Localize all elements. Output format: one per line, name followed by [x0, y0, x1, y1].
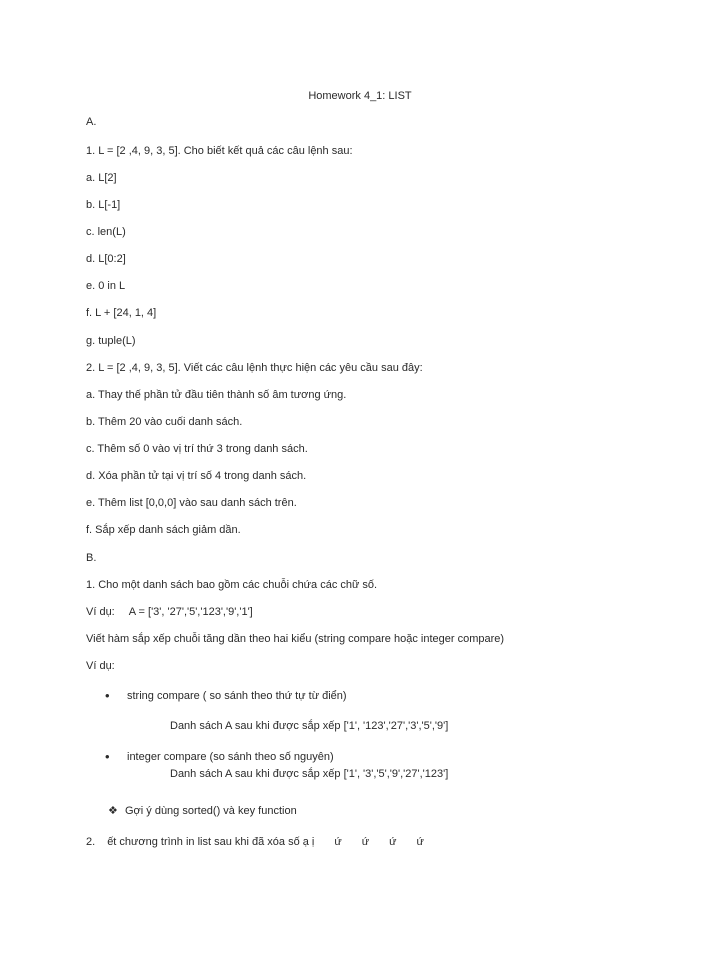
hint-text: Gợi ý dùng sorted() và key function [125, 805, 297, 817]
question-a1-item: e. 0 in L [86, 280, 126, 292]
document-title: Homework 4_1: LIST [308, 90, 412, 102]
question-a1-item: a. L[2] [86, 172, 117, 184]
bullet-integer-compare: integer compare (so sánh theo số nguyên) [127, 751, 334, 763]
question-a1-item: f. L + [24, 1, 4] [86, 307, 157, 319]
bullet-icon: • [105, 749, 110, 764]
example-value: A = ['3', '27','5','123','9','1'] [128, 606, 253, 618]
section-b-heading: B. [86, 552, 97, 564]
question-b1-example [86, 605, 253, 619]
question-b1-example-2: Ví dụ: [86, 660, 115, 672]
bullet-string-compare: string compare ( so sánh theo thứ tự từ điển) [127, 690, 347, 702]
question-a2: 2. L = [2 ,4, 9, 3, 5]. Viết các câu lệnh thực hiện các yêu cầu sau đây: [86, 362, 423, 374]
question-a2-item: e. Thêm list [0,0,0] vào sau danh sách trên. [86, 497, 297, 509]
question-b1-task: Viết hàm sắp xếp chuỗi tăng dần theo hai kiểu (string compare hoặc integer compare) [86, 633, 505, 645]
example-label: Ví dụ: [86, 606, 115, 618]
question-a1-item: d. L[0:2] [86, 253, 126, 265]
question-b2-fragment: ứ [389, 836, 397, 848]
bullet-icon: • [105, 688, 110, 703]
question-a2-item: b. Thêm 20 vào cuối danh sách. [86, 416, 243, 428]
question-b2-fragment: ứ [361, 836, 370, 848]
question-a1-item: b. L[-1] [86, 199, 121, 211]
question-b2-number: 2. [86, 836, 96, 848]
question-a1: 1. L = [2 ,4, 9, 3, 5]. Cho biết kết quả các câu lệnh sau: [86, 145, 353, 157]
question-b2-text: ết chương trình in list sau khi đã xóa số ạ ị [107, 836, 315, 848]
question-b2 [86, 835, 424, 849]
question-b2-fragment: ứ [334, 836, 342, 848]
question-a2-item: f. Sắp xếp danh sách giảm dần. [86, 524, 241, 536]
question-b2-fragment: ứ [416, 836, 424, 848]
bullet-integer-compare-result: Danh sách A sau khi được sắp xếp ['1', '3','5','9','27','123'] [170, 768, 449, 780]
bullet-string-compare-result: Danh sách A sau khi được sắp xếp ['1', '123','27','3','5','9'] [170, 720, 449, 732]
question-b1: 1. Cho một danh sách bao gồm các chuỗi chứa các chữ số. [86, 579, 378, 591]
question-a2-item: a. Thay thế phần tử đầu tiên thành số âm tương ứng. [86, 389, 347, 401]
question-a2-item: d. Xóa phần tử tại vị trí số 4 trong danh sách. [86, 470, 307, 482]
section-a-heading: A. [86, 116, 97, 128]
question-a1-item: g. tuple(L) [86, 335, 136, 347]
question-a1-item: c. len(L) [86, 226, 126, 238]
question-a2-item: c. Thêm số 0 vào vị trí thứ 3 trong danh sách. [86, 443, 308, 455]
diamond-bullet-icon: ❖ [108, 805, 118, 817]
